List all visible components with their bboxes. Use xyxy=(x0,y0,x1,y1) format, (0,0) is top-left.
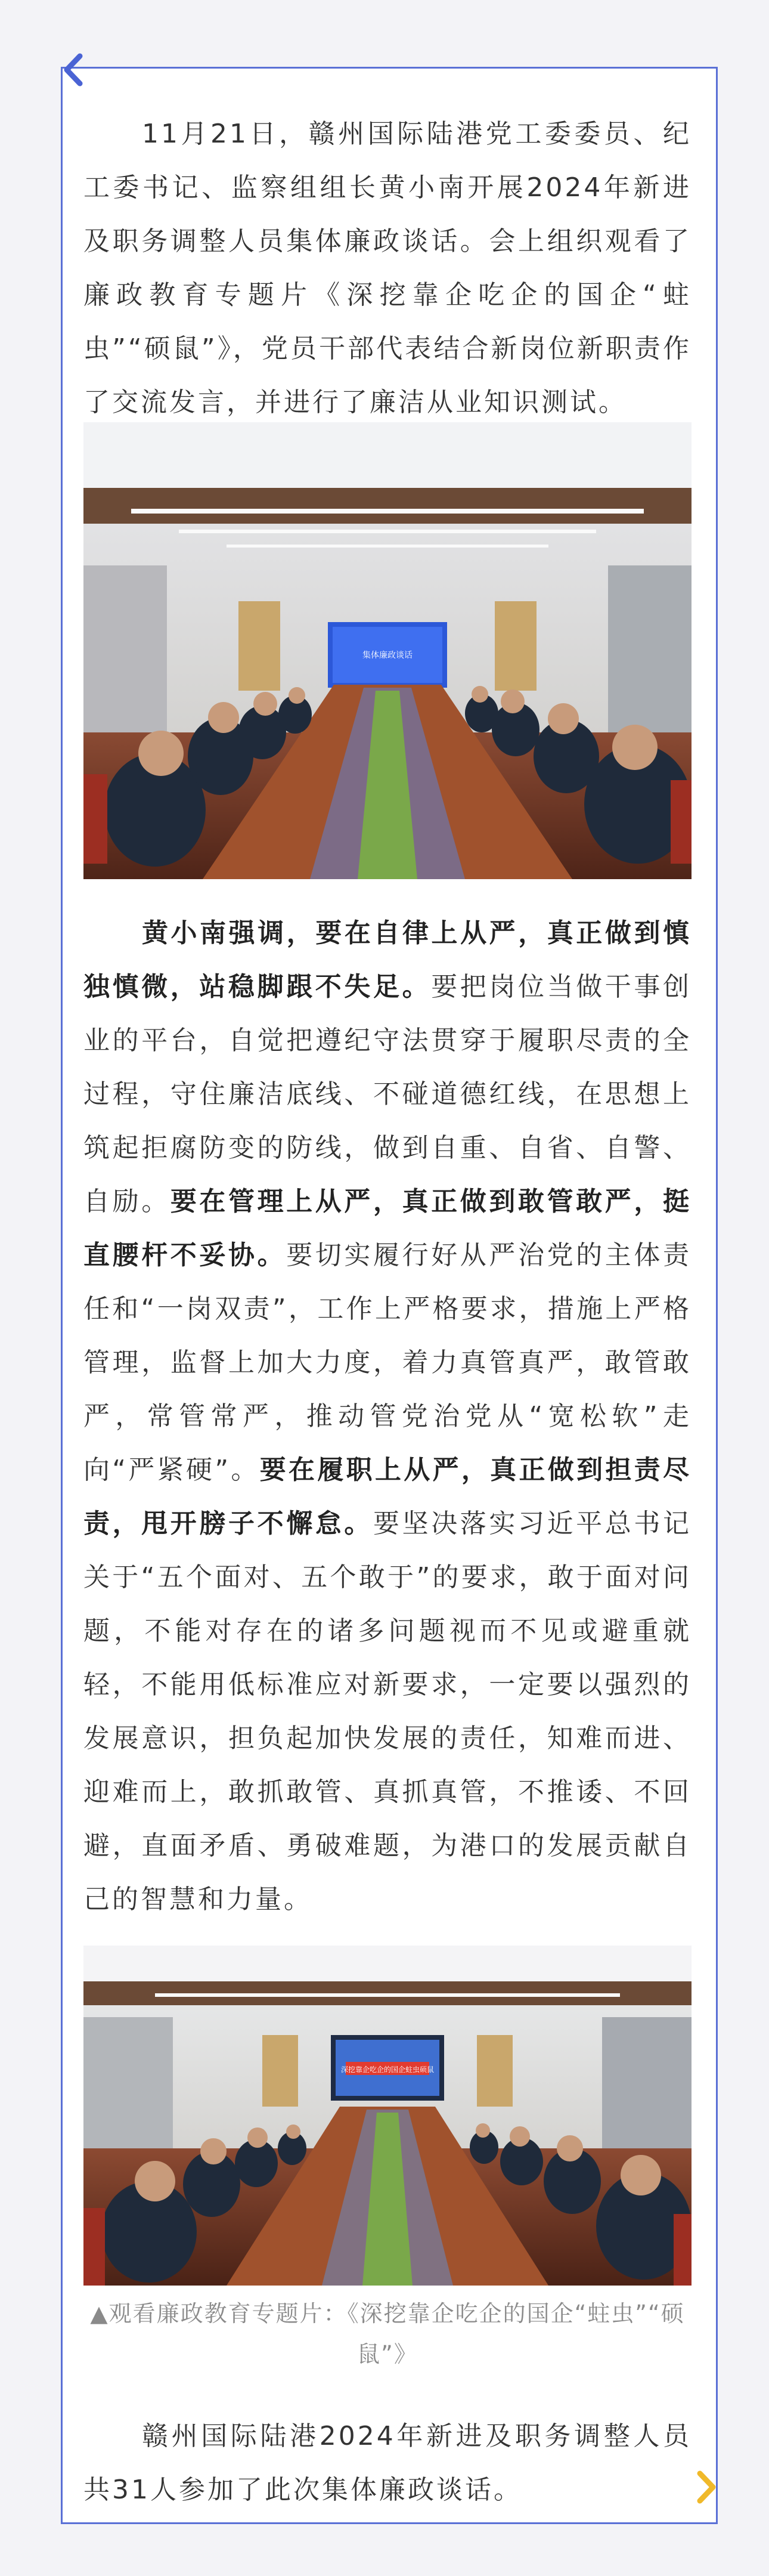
svg-text:集体廉政谈话: 集体廉政谈话 xyxy=(362,651,413,660)
screen-title: 深挖靠企吃企的国企蛀虫硕鼠 xyxy=(340,2065,435,2074)
body-emphasis-2: 要在管理上从严，真正做到敢管敢严，挺直腰杆不妥协。 xyxy=(83,1186,692,1270)
meeting-photo-2 xyxy=(83,1946,692,2286)
body-emphasis-3: 要在履职上从严，真正做到担责尽责，甩开膀子不懈怠。 xyxy=(83,1455,692,1539)
closing-paragraph: 赣州国际陆港2024年新进及职务调整人员共31人参加了此次集体廉政谈话。 xyxy=(83,2421,692,2505)
body-emphasis-1: 黄小南强调，要在自律上从严，真正做到慎独慎微，站稳脚跟不失足。 xyxy=(83,918,692,1002)
body-paragraph xyxy=(83,907,692,1926)
photo-caption: ▲观看廉政教育专题片：《深挖靠企吃企的国企“蛀虫”“硕鼠”》 xyxy=(90,2300,685,2367)
body-text-2: 要切实履行好从严治党的主体责任和“一岗双责”，工作上严格要求，措施上严格管理，监督上加大力度，着力真管真严，敢管敢严，常管常严，推动管党治党从“宽松软”走向“严紧硬”。 xyxy=(83,1240,692,1485)
body-text-1: 要把岗位当做干事创业的平台，自觉把遵纪守法贯穿于履职尽责的全过程，守住廉洁底线、不碰道德红线，在思想上筑起拒腐防变的防线，做到自重、自省、自警、自励。 xyxy=(83,972,692,1217)
chevron-right-icon xyxy=(684,2466,726,2508)
meeting-photo-1 xyxy=(83,422,692,879)
body-text-3: 要坚决落实习近平总书记关于“五个面对、五个敢于”的要求，敢于面对问题，不能对存在的诸多问题视而不见或避重就轻，不能用低标准应对新要求，一定要以强烈的发展意识，担负起加快发展的责任，知难而进、迎难而上，敢抓敢管、真抓真管，不推诿、不回避，直面矛盾、勇破难题，为港口的发展贡献自己的智慧和力量。 xyxy=(83,1508,692,1915)
chevron-left-icon xyxy=(55,49,97,91)
intro-paragraph: 11月21日，赣州国际陆港党工委委员、纪工委书记、监察组组长黄小南开展2024年新进及职务调整人员集体廉政谈话。会上组织观看了廉政教育专题片《深挖靠企吃企的国企“蛀虫”“硕鼠”》，党员干部代表结合新岗位新职责作了交流发言，并进行了廉洁从业知识测试。 xyxy=(83,119,692,418)
